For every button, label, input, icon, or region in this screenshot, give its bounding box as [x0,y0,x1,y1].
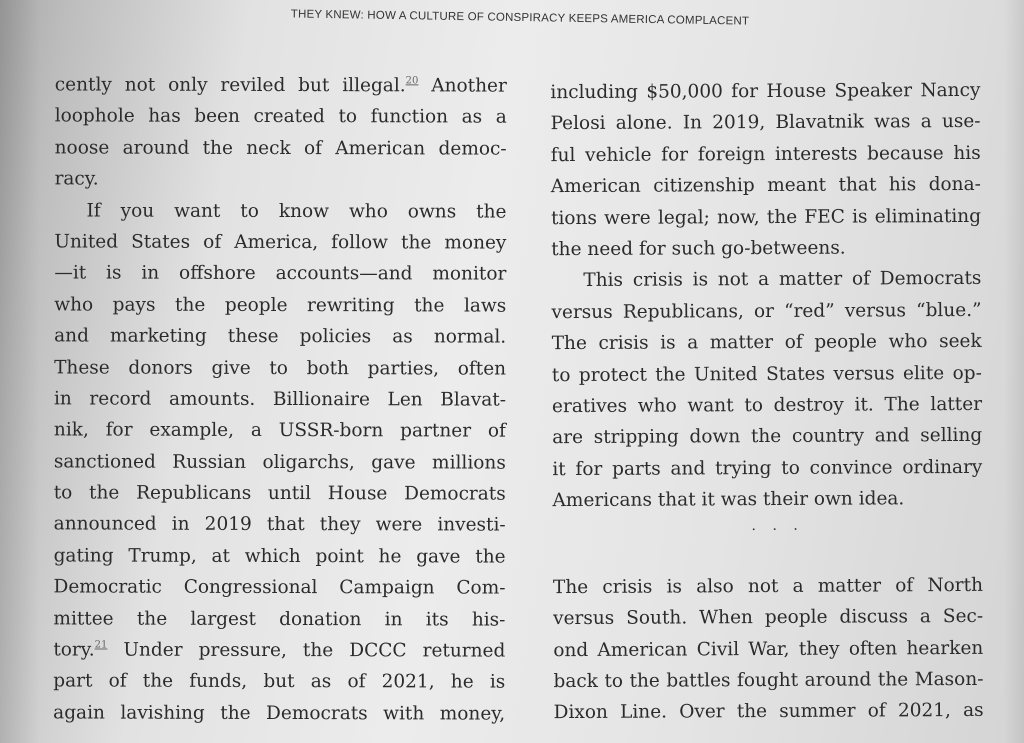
text-line: These donors give to both parties, often [54,356,507,380]
text-line: The crisis is a matter of people who seek [551,331,982,355]
text-line: tory.$^{21}$ Under pressure, the DCCC returned [53,639,506,662]
text-line: Americans that it was their own idea. [552,488,905,512]
page-shadow-right [1004,0,1024,743]
right-column [550,75,983,729]
text-line: United States of America, follow the money [54,231,507,254]
text-line: in record amounts. Billionaire Len Blavat- [53,388,507,411]
text-line: to the Republicans until House Democrats [53,482,506,505]
text-line: to protect the United States versus elite op- [551,362,982,386]
text-line: again lavishing the Democrats with money, [53,702,506,725]
text-line: nik, for example, a USSR-born partner of [53,419,506,442]
text-line: announced in 2019 that they were investi- [53,513,506,537]
text-line: ond American Civil War, they often hearken [553,637,984,661]
text-line: Dixon Line. Over the summer of 2021, as [553,700,984,724]
text-line: loophole has been created to function as a [54,105,507,128]
text-line: cently not only reviled but illegal.$^{20}$ Another [54,74,507,97]
text-line: ful vehicle for foreign interests because his [550,142,981,166]
section-break: · · · [751,522,804,539]
section-spacer [553,546,983,572]
footnote-ref-20[interactable]: 20 [405,75,419,87]
text-line: This crisis is not a matter of Democrats [583,268,982,292]
text-line: noose around the neck of American democ- [54,137,507,160]
text-line: versus South. When people discuss a Sec- [553,606,984,630]
text-line: gating Trump, at which point he gave the [53,545,506,568]
text-line: If you want to know who owns the [86,200,507,223]
text-line: including $50,000 for House Speaker Nancy [550,79,981,104]
text-line: who pays the people rewriting the laws [54,294,507,317]
text-line: tions were legal; now, the FEC is eliminating [550,205,982,229]
text-line: Pelosi alone. In 2019, Blavatnik was a use- [550,111,981,135]
text-line: eratives who want to destroy it. The latter [551,393,983,418]
page-shadow-left [0,0,40,743]
text-line: racy. [54,168,99,190]
text-line: American citizenship meant that his dona- [550,174,981,198]
text-line: the need for such go-betweens. [551,237,846,261]
text-line: back to the battles fought around the Mason- [553,668,984,693]
text-line: part of the funds, but as of 2021, he is [53,670,506,694]
text-line: versus Republicans, or “red” versus “blue.” [551,299,982,323]
footnote-ref-21[interactable]: 21 [94,639,108,651]
text-line: it for parts and trying to convince ordinary [552,456,983,480]
text-line: mittee the largest donation in its his- [53,608,506,631]
text-line: —it is in offshore accounts—and monitor [54,262,507,285]
text-line: The crisis is also not a matter of North [552,574,984,598]
left-column [53,69,507,729]
running-header: THEY KNEW: HOW A CULTURE OF CONSPIRACY KEEPS AMERICA COMPLACENT [290,8,750,28]
text-line: and marketing these policies as normal. [54,325,507,348]
text-line: sanctioned Russian oligarchs, gave millions [53,451,506,474]
text-line: Democratic Congressional Campaign Com- [53,576,506,599]
text-line: are stripping down the country and selling [552,425,983,449]
